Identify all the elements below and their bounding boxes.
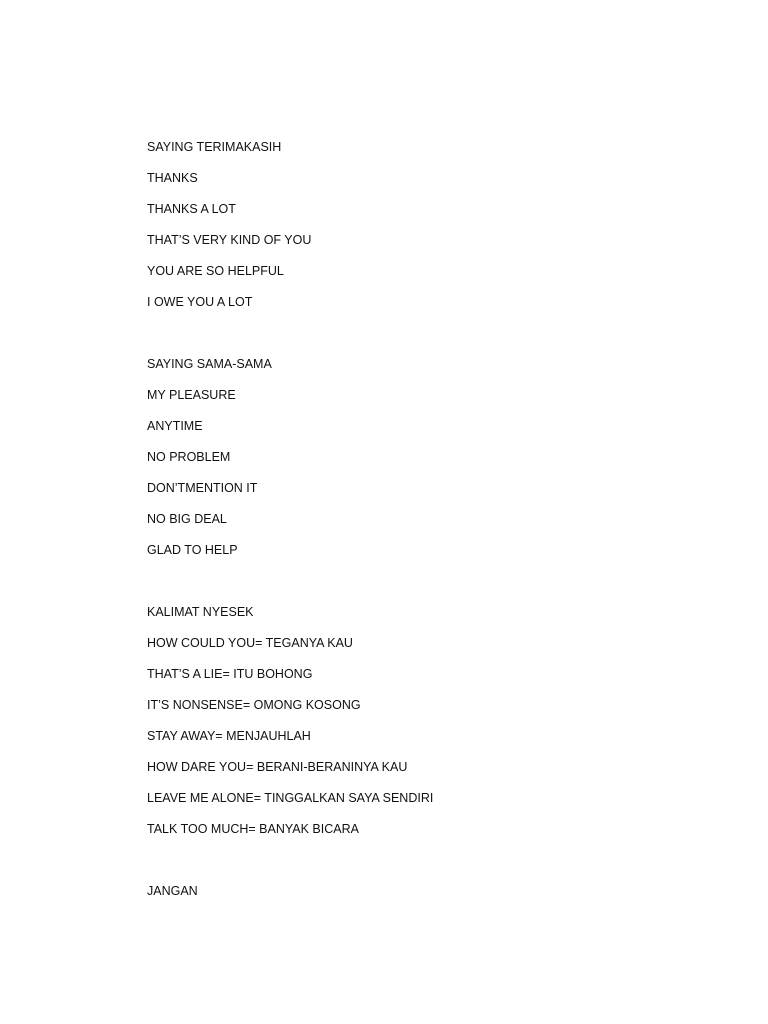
section-jangan	[147, 881, 707, 912]
section-kalimat-nyesek	[147, 602, 707, 850]
phrase-line: THAT’S A LIE= ITU BOHONG	[147, 667, 313, 681]
phrase-line: THAT’S VERY KIND OF YOU	[147, 233, 312, 247]
phrase-line: LEAVE ME ALONE= TINGGALKAN SAYA SENDIRI	[147, 791, 434, 805]
document-body	[147, 137, 707, 912]
section-sama-sama	[147, 354, 707, 571]
phrase-line: ANYTIME	[147, 419, 203, 433]
section-heading: JANGAN	[147, 884, 198, 898]
phrase-line: YOU ARE SO HELPFUL	[147, 264, 284, 278]
phrase-line: GLAD TO HELP	[147, 543, 238, 557]
section-heading: SAYING SAMA-SAMA	[147, 357, 272, 371]
phrase-line: THANKS A LOT	[147, 202, 236, 216]
phrase-line: STAY AWAY= MENJAUHLAH	[147, 729, 311, 743]
phrase-line: I OWE YOU A LOT	[147, 295, 253, 309]
phrase-line: NO BIG DEAL	[147, 512, 227, 526]
section-terimakasih	[147, 137, 707, 323]
phrase-line: MY PLEASURE	[147, 388, 236, 402]
phrase-line: THANKS	[147, 171, 198, 185]
section-heading: KALIMAT NYESEK	[147, 605, 254, 619]
phrase-line: IT’S NONSENSE= OMONG KOSONG	[147, 698, 361, 712]
phrase-line: HOW DARE YOU= BERANI-BERANINYA KAU	[147, 760, 408, 774]
phrase-line: HOW COULD YOU= TEGANYA KAU	[147, 636, 353, 650]
phrase-line: TALK TOO MUCH= BANYAK BICARA	[147, 822, 359, 836]
phrase-line: NO PROBLEM	[147, 450, 231, 464]
section-heading: SAYING TERIMAKASIH	[147, 140, 282, 154]
phrase-line: DON’TMENTION IT	[147, 481, 258, 495]
